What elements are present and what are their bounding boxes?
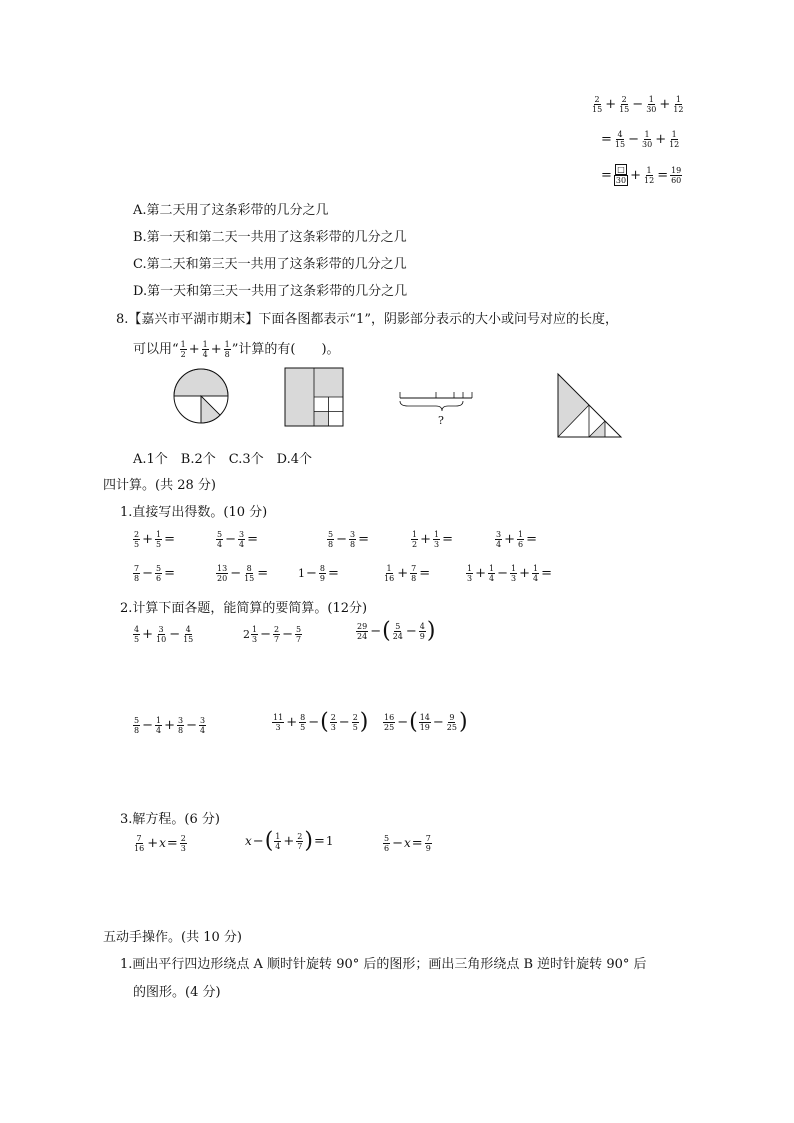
fraction: $\frac{5}{4}$ [217, 530, 223, 549]
section5-q1-line1: 1.画出平行四边形绕点 A 顺时针旋转 90° 后的图形；画出三角形绕点 B 逆时针旋转 90° 后 [120, 957, 647, 972]
fraction: $\frac{4}{9}$ [419, 622, 425, 641]
fraction: $\frac{5}{7}$ [296, 625, 302, 644]
fraction: $\frac{4}{15}$ [614, 130, 626, 149]
q8-prompt: 8.【嘉兴市平湖市期末】下面各图都表示“1”，阴影部分表示的大小或问号对应的长度， [116, 312, 618, 327]
fraction: $\frac{16}{25}$ [384, 713, 395, 732]
q7-option-a: A.第二天用了这条彩带的几分之几 [133, 203, 329, 218]
fraction: $\frac{2}{3}$ [330, 713, 336, 732]
fraction: $\frac{2}{3}$ [180, 834, 186, 853]
fraction: $\frac{29}{24}$ [357, 622, 368, 641]
fraction: $\frac{5}{6}$ [156, 564, 162, 583]
question-mark: ? [438, 414, 444, 427]
fraction: $\frac{1}{3}$ [252, 625, 258, 644]
fraction: $\frac{14}{19}$ [419, 713, 430, 732]
q2-expr-3: $\frac{29}{24}$ −( $\frac{5}{24}$ − $\frac{4}{9}$ ) [357, 618, 436, 644]
fraction: $\frac{2}{15}$ [619, 95, 630, 114]
fraction: $\frac{3}{4}$ [239, 530, 245, 549]
figure-circle [172, 367, 230, 425]
fraction: $\frac{1}{2}$ [412, 530, 418, 549]
fraction: $\frac{1}{5}$ [156, 530, 162, 549]
q1-item-1: $\frac{2}{5}$ + $\frac{1}{5}$ = [134, 530, 175, 549]
fraction: $\frac{1}{8}$ [224, 340, 230, 359]
fraction: $\frac{5}{8}$ [328, 530, 334, 549]
fraction: $\frac{1}{4}$ [275, 832, 281, 851]
q1-item-10: $\frac{1}{3}$ + $\frac{1}{4}$ − $\frac{1}{3}$ + $\frac{1}{4}$ = [467, 564, 552, 583]
q2-expr-5: $\frac{11}{3}$ + $\frac{8}{5}$ −( $\frac{2}{3}$ − $\frac{2}{5}$ ) [273, 709, 369, 735]
fraction: $\frac{1}{12}$ [644, 165, 655, 185]
fraction-boxed: $\frac{□}{30}$ [615, 165, 627, 185]
fraction: $\frac{1}{4}$ [156, 716, 162, 735]
fraction: $\frac{5}{24}$ [392, 622, 403, 641]
fraction: $\frac{1}{16}$ [384, 564, 395, 583]
fraction: $\frac{7}{8}$ [134, 564, 140, 583]
fraction: $\frac{1}{4}$ [489, 564, 495, 583]
figure-triangle [557, 373, 623, 439]
fraction: $\frac{2}{7}$ [274, 625, 280, 644]
fraction: $\frac{1}{6}$ [518, 530, 524, 549]
q1-item-8: 1− $\frac{8}{9}$ = [298, 564, 339, 583]
q2-expr-4: $\frac{5}{8}$ − $\frac{1}{4}$ + $\frac{3}{8}$ − $\frac{3}{4}$ [134, 716, 206, 735]
fraction: $\frac{3}{10}$ [156, 625, 167, 644]
fraction: $\frac{4}{15}$ [183, 625, 194, 644]
q8-prompt-line2: 可以用“ $\frac{1}{2}$ + $\frac{1}{4}$ + $\frac{1}{8}$ ”计算的有( )。 [133, 340, 340, 359]
fraction: $\frac{5}{6}$ [384, 834, 390, 853]
q1-item-3: $\frac{5}{8}$ − $\frac{3}{8}$ = [328, 530, 369, 549]
fraction: $\frac{7}{16}$ [134, 834, 145, 853]
fraction: $\frac{3}{8}$ [178, 716, 184, 735]
calc-line-2: = $\frac{4}{15}$ − $\frac{1}{30}$ + $\frac{1}{12}$ [601, 130, 680, 149]
q1-item-2: $\frac{5}{4}$ − $\frac{3}{4}$ = [217, 530, 258, 549]
fraction: $\frac{8}{9}$ [319, 564, 325, 583]
section4-title: 四计算。(共 28 分) [103, 478, 216, 493]
fraction: $\frac{1}{4}$ [202, 340, 208, 359]
figure-segment-brace [398, 388, 474, 428]
q2-expr-1: $\frac{4}{5}$ + $\frac{3}{10}$ − $\frac{4}{15}$ [134, 625, 194, 644]
calc-line-1: $\frac{2}{15}$ + $\frac{2}{15}$ − $\frac{1}{30}$ + $\frac{1}{12}$ [592, 95, 684, 114]
fraction: $\frac{1}{3}$ [511, 564, 517, 583]
q3-title: 3.解方程。(6 分) [120, 812, 220, 827]
q3-equation-3: $\frac{5}{6}$ −x= $\frac{7}{9}$ [384, 834, 431, 853]
q3-equation-2: x−( $\frac{1}{4}$ + $\frac{2}{7}$ )=1 [245, 828, 334, 854]
fraction: $\frac{3}{8}$ [350, 530, 356, 549]
q7-option-b: B.第一天和第二天一共用了这条彩带的几分之几 [133, 230, 407, 245]
fraction: $\frac{1}{12}$ [669, 130, 680, 149]
q1-item-7: $\frac{13}{20}$ − $\frac{8}{15}$ = [217, 564, 269, 583]
fraction: $\frac{3}{4}$ [200, 716, 206, 735]
q7-option-d: D.第一天和第三天一共用了这条彩带的几分之几 [133, 284, 408, 299]
fraction: $\frac{7}{8}$ [411, 564, 417, 583]
q3-equation-1: $\frac{7}{16}$ +x= $\frac{2}{3}$ [134, 834, 186, 853]
fraction: $\frac{2}{5}$ [352, 713, 358, 732]
q1-item-9: $\frac{1}{16}$ + $\frac{7}{8}$ = [384, 564, 431, 583]
q1-item-6: $\frac{7}{8}$ − $\frac{5}{6}$ = [134, 564, 175, 583]
fraction: $\frac{8}{15}$ [244, 564, 255, 583]
q2-title: 2.计算下面各题，能简算的要简算。(12分) [120, 601, 368, 616]
calc-line-3: = $\frac{□}{30}$ + $\frac{1}{12}$ = $\frac{19}{60}$ [601, 165, 682, 185]
q1-item-5: $\frac{3}{4}$ + $\frac{1}{6}$ = [496, 530, 537, 549]
fraction: $\frac{3}{4}$ [496, 530, 502, 549]
fraction: $\frac{2}{7}$ [297, 832, 303, 851]
fraction: $\frac{11}{3}$ [273, 713, 284, 732]
fraction: $\frac{2}{15}$ [592, 95, 603, 114]
fraction: $\frac{7}{9}$ [425, 834, 431, 853]
q1-title: 1.直接写出得数。(10 分) [120, 505, 268, 520]
figure-square [285, 368, 343, 426]
fraction: $\frac{4}{5}$ [134, 625, 140, 644]
fraction: $\frac{8}{5}$ [300, 713, 306, 732]
fraction: $\frac{1}{30}$ [642, 130, 653, 149]
fraction: $\frac{5}{8}$ [134, 716, 140, 735]
fraction: $\frac{1}{3}$ [434, 530, 440, 549]
fraction: $\frac{1}{2}$ [180, 340, 186, 359]
section5-q1-line2: 的图形。(4 分) [133, 985, 221, 1000]
q8-options: A.1个 B.2个 C.3个 D.4个 [133, 452, 312, 467]
q7-option-c: C.第二天和第三天一共用了这条彩带的几分之几 [133, 257, 407, 272]
fraction: $\frac{1}{4}$ [533, 564, 539, 583]
section5-title: 五动手操作。(共 10 分) [103, 930, 242, 945]
fraction: $\frac{1}{30}$ [646, 95, 657, 114]
fraction: $\frac{13}{20}$ [217, 564, 228, 583]
q2-expr-6: $\frac{16}{25}$ −( $\frac{14}{19}$ − $\frac{9}{25}$ ) [384, 709, 468, 735]
q1-item-4: $\frac{1}{2}$ + $\frac{1}{3}$ = [412, 530, 453, 549]
fraction: $\frac{9}{25}$ [446, 713, 457, 732]
q2-expr-2: 2 $\frac{1}{3}$ − $\frac{2}{7}$ − $\frac{5}{7}$ [243, 625, 302, 644]
fraction: $\frac{19}{60}$ [671, 165, 682, 185]
fraction: $\frac{1}{12}$ [673, 95, 684, 114]
fraction: $\frac{2}{5}$ [134, 530, 140, 549]
fraction: $\frac{1}{3}$ [467, 564, 473, 583]
